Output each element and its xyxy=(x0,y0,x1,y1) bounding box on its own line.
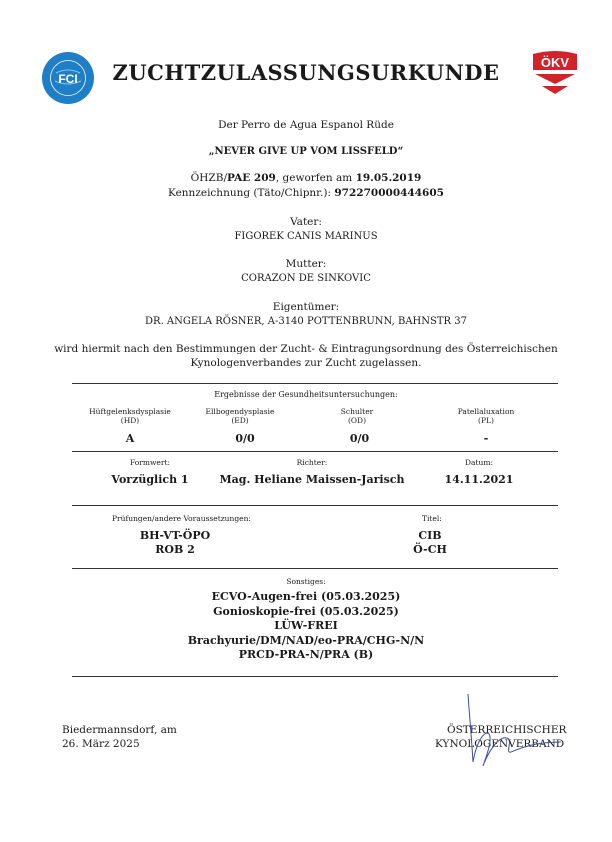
other-line: Gonioskopie-frei (05.03.2025) xyxy=(213,605,399,618)
owner-value: DR. ANGELA RÖSNER, A-3140 POTTENBRUNN, BAHNSTR 37 xyxy=(145,316,467,327)
od-value: 0/0 xyxy=(349,432,370,445)
judge-label: Richter: xyxy=(296,458,328,467)
reg-prefix: ÖHZB/ xyxy=(190,172,227,184)
od-label-name: Schulter xyxy=(340,407,374,416)
exams-label: Prüfungen/andere Voraussetzungen: xyxy=(112,514,251,523)
org-line-2: KYNOLOGENVERBAND xyxy=(435,738,565,750)
divider xyxy=(72,568,558,569)
divider xyxy=(72,451,558,452)
judge-value: Mag. Heliane Maissen-Jarisch xyxy=(219,473,405,486)
other-label: Sonstiges: xyxy=(286,577,326,586)
issue-date: 26. März 2025 xyxy=(62,738,140,750)
statement-line-2: Kynologenverbandes zur Zucht zugelassen. xyxy=(190,357,422,369)
divider xyxy=(72,383,558,384)
hd-label xyxy=(85,407,175,425)
pl-label-abbr: (PL) xyxy=(478,416,494,425)
exam-item: BH-VT-ÖPO xyxy=(139,529,211,542)
od-label xyxy=(312,407,402,425)
ed-label xyxy=(195,407,285,425)
ed-value: 0/0 xyxy=(235,432,255,445)
page-title: ZUCHTZULASSUNGSURKUNDE xyxy=(112,60,500,85)
title-item: CIB xyxy=(418,529,442,542)
health-title: Ergebnisse der Gesundheitsuntersuchungen: xyxy=(214,390,398,399)
divider xyxy=(72,505,558,506)
mother-label: Mutter: xyxy=(285,258,327,270)
title-item: Ö-CH xyxy=(413,543,447,556)
formwert-label: Formwert: xyxy=(130,458,170,467)
father-label: Vater: xyxy=(290,216,322,228)
date-value: 14.11.2021 xyxy=(444,473,514,486)
chip-label: Kennzeichnung (Täto/Chipnr.): xyxy=(168,187,335,199)
owner-label: Eigentümer: xyxy=(272,301,340,313)
breed-line: Der Perro de Agua Espanol Rüde xyxy=(218,119,394,131)
ed-label-abbr: (ED) xyxy=(231,416,249,425)
formwert-value: Vorzüglich 1 xyxy=(111,473,189,486)
mother-name: CORAZON DE SINKOVIC xyxy=(241,273,371,284)
other-line: Brachyurie/DM/NAD/eo-PRA/CHG-N/N xyxy=(187,634,425,647)
reg-number: PAE 209 xyxy=(227,172,276,184)
hd-value: A xyxy=(125,432,135,445)
born-text: , geworfen am xyxy=(275,172,356,184)
date-label: Datum: xyxy=(465,458,493,467)
divider xyxy=(72,676,558,677)
exam-item: ROB 2 xyxy=(155,543,195,556)
birth-date: 19.05.2019 xyxy=(355,172,422,184)
hd-label-name: Hüftgelenksdysplasie xyxy=(89,407,171,416)
other-line: LÜW-FREI xyxy=(274,619,338,632)
titles-label: Titel: xyxy=(422,514,442,523)
registration-line xyxy=(0,172,612,184)
pl-label xyxy=(441,407,531,425)
chip-number: 972270000444605 xyxy=(334,187,444,199)
statement-line-1: wird hiermit nach den Bestimmungen der Zucht- & Eintragungsordnung des Österreichischen xyxy=(54,343,558,355)
signature xyxy=(455,690,565,770)
pl-value: - xyxy=(483,432,489,445)
father-name: FIGOREK CANIS MARINUS xyxy=(234,231,378,242)
pl-label-name: Patellaluxation xyxy=(457,407,515,416)
od-label-abbr: (OD) xyxy=(347,416,366,425)
other-line: ECVO-Augen-frei (05.03.2025) xyxy=(211,590,401,603)
other-line: PRCD-PRA-N/PRA (B) xyxy=(238,648,374,661)
dog-name: „NEVER GIVE UP VOM LISSFELD“ xyxy=(208,146,404,157)
hd-label-abbr: (HD) xyxy=(120,416,140,425)
org-line-1: ÖSTERREICHISCHER xyxy=(447,724,567,736)
issue-place: Biedermannsdorf, am xyxy=(62,724,177,736)
fci-logo-text: FCI xyxy=(58,72,78,86)
okv-logo-text: ÖKV xyxy=(540,55,570,70)
chip-line xyxy=(0,187,612,199)
ed-label-name: Ellbogendysplasie xyxy=(205,407,275,416)
